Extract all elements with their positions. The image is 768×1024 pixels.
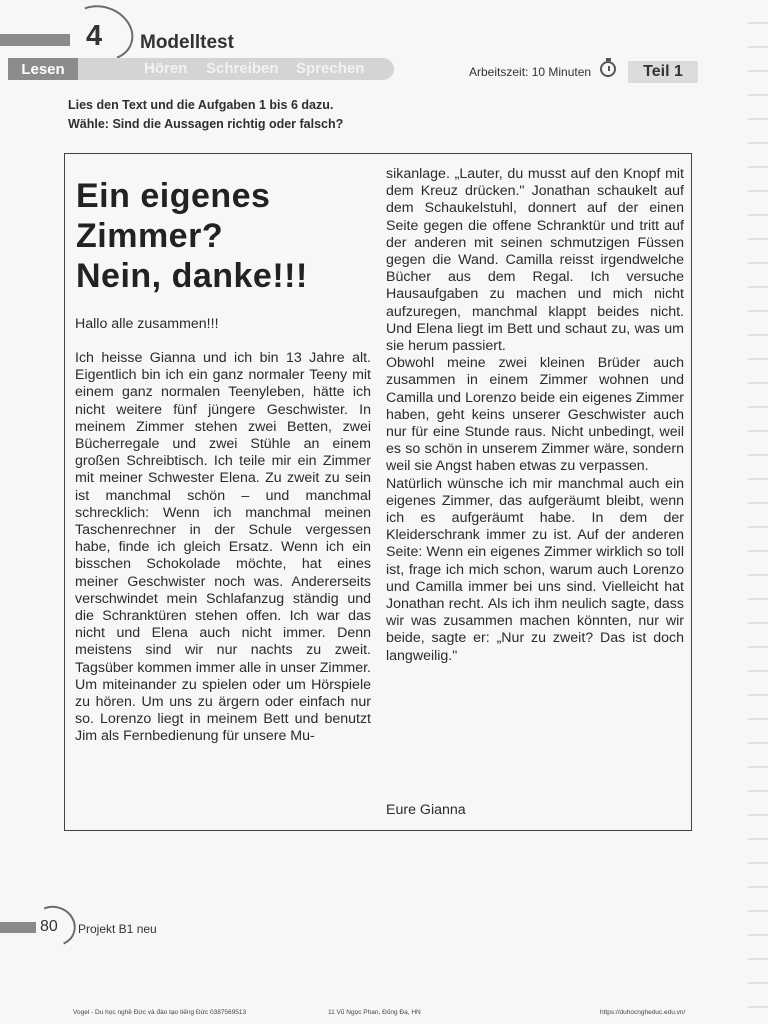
chapter-number: 4 [86, 20, 103, 52]
stopwatch-icon [600, 61, 616, 77]
header-accent-bar [0, 34, 70, 46]
footer-credit-right: https://duhocngheduc.edu.vn/ [600, 1009, 686, 1016]
binding-edge [748, 0, 768, 1024]
title-line-1: Ein eigenes [76, 177, 271, 215]
tab-schreiben: Schreiben [206, 60, 279, 77]
section-title: Modelltest [140, 32, 234, 53]
book-title: Projekt B1 neu [78, 922, 157, 936]
page-accent-bar [0, 922, 36, 933]
tab-sprechen: Sprechen [296, 60, 365, 77]
part-label: Teil 1 [628, 61, 698, 83]
article-paragraph: sikanlage. „Lauter, du musst auf den Knopf mit dem Kreuz drücken." Jonathan schaukelt auf dem Schaukelstuhl, donnert auf der einen Seite gegen die offene Schranktür und tritt auf der anderen mit seinen schmutzigen Füssen gegen die Wand. Camilla reisst irgendwelche Bücher aus dem Regal. Ich versuche Hausaufgaben zu machen und mich nicht aufzuregen, manchmal klappt beides nicht. Und Elena liegt im Bett und schaut zu, was um sie herum passiert. [386, 166, 684, 355]
title-line-2: Zimmer? [76, 217, 224, 255]
footer-credit-left: Vogel - Du học nghề Đức và đào tạo tiếng Đức 0387569513 [73, 1009, 247, 1016]
tab-hoeren: Hören [144, 60, 188, 77]
article-right-column [386, 166, 684, 665]
article-paragraph: Obwohl meine zwei kleinen Brüder auch zusammen in einem Zimmer wohnen und Camilla und Lorenzo beide ein eigenes Zimmer haben, geht keins unserer Geschwister auch nur für eine Stunde raus. Nicht unbedingt, weil es so schön in unserem Zimmer wäre, sondern weil sie Angst haben etwas zu verpassen. [386, 355, 684, 475]
article-greeting: Hallo alle zusammen!!! [75, 316, 219, 332]
skill-tab-bar [8, 58, 394, 80]
page-number: 80 [40, 918, 58, 935]
article-paragraph: Natürlich wünsche ich mir manchmal auch ein eigenes Zimmer, das aufgeräumt bleibt, wenn ich es aufgeräumt habe. In dem der Kleiderschrank immer zu ist. Auf der anderen Seite: Wenn ein eigenes Zimmer wirklich so toll ist, frage ich mich schon, warum auch Lorenzo und Camilla immer bei uns sind. Vielleicht hat Jonathan recht. Als ich ihm neulich sagte, dass wir was zusammen machen könnten, nur wir beide, sagte er: „Nur zu zweit? Das ist doch langweilig." [386, 475, 684, 664]
article-title [76, 176, 376, 296]
article-signature: Eure Gianna [386, 802, 466, 818]
footer-credit-center: 11 Vũ Ngọc Phan, Đống Đa, HN [328, 1009, 421, 1016]
article-left-column: Ich heisse Gianna und ich bin 13 Jahre alt. Eigentlich bin ich ein ganz normaler Teeny mit einem ganz normalen Teenyleben, hätte ich nicht weitere fünf jüngere Geschwister. In meinem Zimmer stehen zwei Betten, zwei Bücherregale und zwei Stühle an einem großen Schreibtisch. Ich teile mir ein Zimmer mit meiner Schwester Elena. Zu zweit zu sein ist manchmal schön – und manchmal schrecklich: Wenn ich manchmal meinen Taschenrechner in der Schule vergessen habe, finde ich gleich Ersatz. Wenn ich ein bisschen Schokolade möchte, hat eines meiner Geschwister noch was. Andererseits verschwindet mein Schlafanzug ständig und die Schranktüren stehen offen. Ich war das nicht und Elena auch nicht immer. Denn meistens sind wir nur nachts zu zweit. Tagsüber kommen immer alle in unser Zimmer. Um miteinander zu spielen oder um Hörspiele zu hören. Um uns zu ärgern oder einfach nur so. Lorenzo liegt in meinem Bett und benutzt Jim als Fernbedienung für unsere Mu- [75, 350, 371, 745]
work-time-label: Arbeitszeit: 10 Minuten [469, 65, 592, 79]
instruction-line-1: Lies den Text und die Aufgaben 1 bis 6 dazu. [68, 98, 334, 112]
tab-lesen: Lesen [8, 58, 78, 80]
title-line-3: Nein, danke!!! [76, 257, 308, 295]
instruction-line-2: Wähle: Sind die Aussagen richtig oder falsch? [68, 117, 344, 131]
